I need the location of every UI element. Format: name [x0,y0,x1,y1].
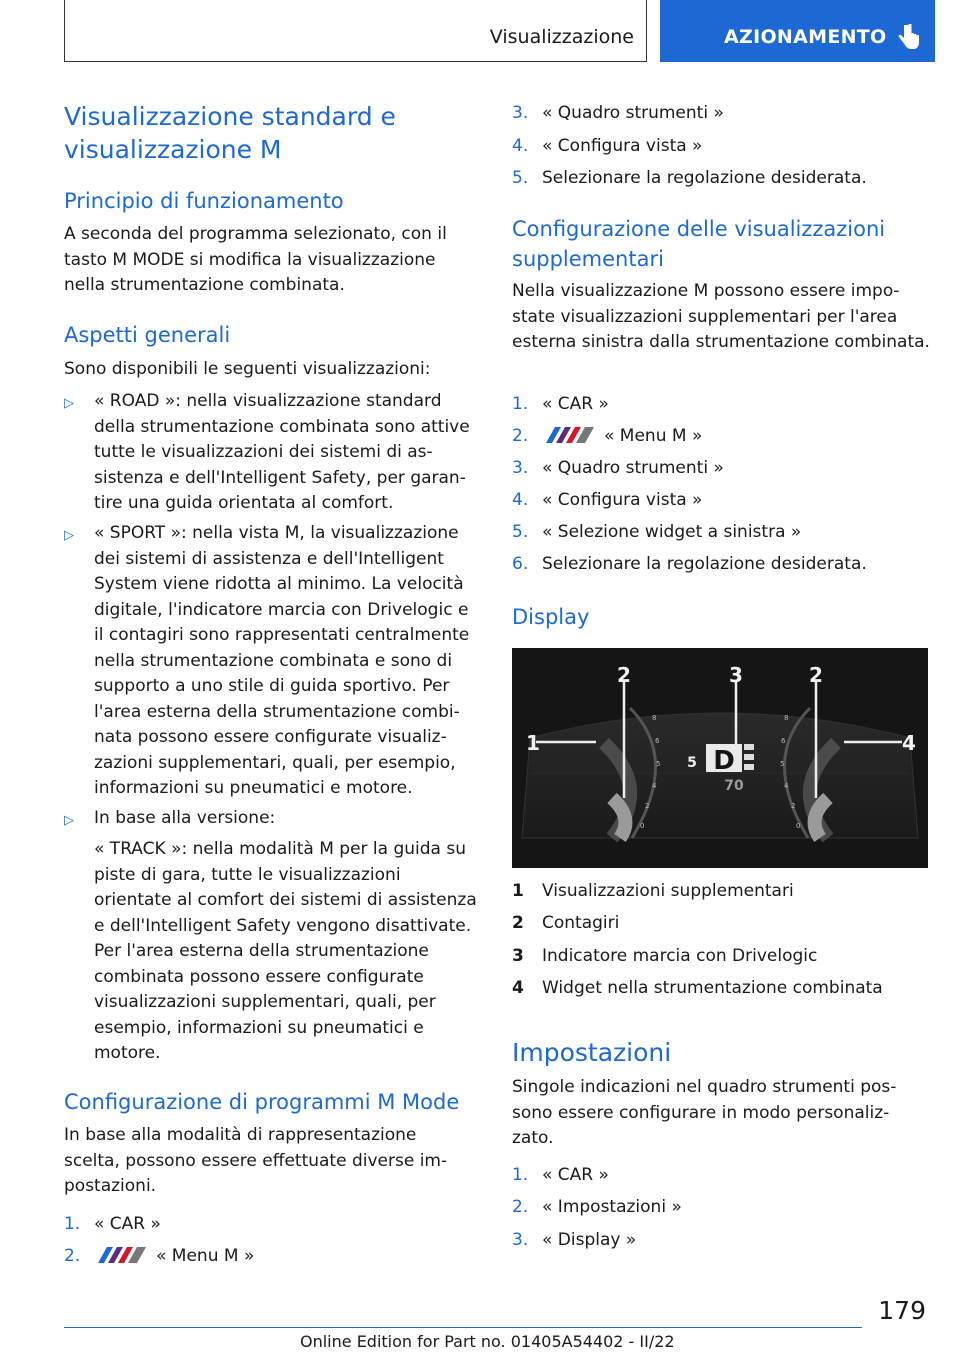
svg-text:5: 5 [656,760,661,768]
step-text: Selezionare la regolazione desiderata. [542,168,867,188]
bullet-triangle-icon: ▷ [64,813,74,828]
config-text: In base alla modalità di rappresentazione scelta, possono essere effettuate diverse impostazioni. [64,1125,448,1196]
legend-key: 1 [512,881,524,901]
heading-aspetti: Aspetti generali [64,323,231,347]
legend-text: Visualizzazioni supplementari [542,881,794,901]
step-text: « Impostazioni » [542,1197,682,1217]
principio-text: A seconda del programma selezionato, con il tasto M MODE si modifica la visualizzazione nella strumentazione combinata. [64,224,447,295]
legend-item [512,879,794,905]
step-item [64,1244,254,1270]
list-item [64,389,478,517]
m-logo-icon [542,426,594,444]
step-text: « Configura vista » [542,490,703,510]
svg-text:0: 0 [796,822,801,830]
svg-text:8: 8 [784,714,789,722]
edition-text: Online Edition for Part no. 01405A54402 - II/22 [300,1332,675,1351]
legend-item [512,911,619,937]
legend-key: 4 [512,978,524,998]
step-number: 6. [512,554,529,574]
chapter-tab [660,0,935,62]
step-item [512,552,867,578]
heading-impostazioni: Impostazioni [512,1038,672,1067]
m-logo-icon [94,1246,146,1264]
callout-2: 2 [617,663,631,687]
step-text: « Quadro strumenti » [542,103,724,123]
heading-principio: Principio di funzionamento [64,189,344,213]
svg-text:2: 2 [791,802,796,810]
step-item [512,520,801,546]
legend-text: Indicatore marcia con Drivelogic [542,946,818,966]
callout-1: 1 [526,731,540,755]
aspetti-intro: Sono disponibili le seguenti visualizzazioni: [64,359,431,379]
callout-2b: 2 [809,663,823,687]
step-text: « Menu M » [156,1246,255,1266]
legend-item [512,944,817,970]
svg-text:0: 0 [640,822,645,830]
cluster-illustration [512,648,928,868]
legend-text: Contagiri [542,913,620,933]
speed-readout: 70 [724,778,744,794]
step-number: 1. [512,1165,529,1185]
legend-item [512,976,883,1002]
step-number: 2. [512,426,529,446]
step-item [512,1163,609,1189]
step-number: 5. [512,522,529,542]
step-item [64,1212,161,1238]
supplementari-text: Nella visualizzazione M possono essere impostate visualizzazioni supplementari per l'area esterna sinistra dalla strumentazione combinata. [512,281,930,352]
callout-3: 3 [729,663,743,687]
step-number: 1. [64,1214,81,1234]
step-item [512,1195,682,1221]
step-item [512,166,867,192]
step-item [512,392,609,418]
step-text: « CAR » [94,1214,161,1234]
svg-text:4: 4 [784,782,789,790]
step-text: « Menu M » [604,426,703,446]
step-item [512,1228,636,1254]
legend-key: 2 [512,913,524,933]
list-item [64,806,478,834]
heading-display: Display [512,605,590,629]
gear-letter: D [713,746,735,776]
svg-text:6: 6 [655,737,660,745]
step-number: 3. [512,103,529,123]
step-number: 3. [512,458,529,478]
step-number: 4. [512,490,529,510]
list-item-text: « ROAD »: nella visualizzazione standard della strumentazione combinata sono attive tutte le visualizzazioni dei sistemi di assistenza e dell'Intelligent Safety, per garantire una guida orientata al comfort. [94,391,470,513]
bullet-triangle-icon: ▷ [64,396,74,411]
svg-text:8: 8 [652,714,657,722]
heading-supplementari: Configurazione delle visualizzazioni supplementari [512,217,886,271]
step-item [512,488,702,514]
step-item [512,134,702,160]
step-item [512,101,724,127]
step-item [512,424,702,450]
heading-config: Configurazione di programmi M Mode [64,1090,460,1114]
step-text: « CAR » [542,394,609,414]
running-header-section [64,0,647,62]
track-text: « TRACK »: nella modalità M per la guida su piste di gara, tutte le visualizzazioni orientate al comfort dei sistemi di assistenza e dell'Intelligent Safety vengono disattivate. Per l'area esterna della strumentazione combinata possono essere configurate visualizzazioni supplementari, quali, per esempio, informazioni su pneumatici e motore. [94,839,477,1063]
step-number: 3. [512,1230,529,1250]
chapter-title: AZIONAMENTO [724,26,887,48]
gear-number: 5 [687,755,697,771]
step-text: « Quadro strumenti » [542,458,724,478]
section-title: Visualizzazione [489,26,634,48]
svg-text:2: 2 [645,802,650,810]
step-text: Selezionare la regolazione desiderata. [542,554,867,574]
instrument-cluster-figure [512,648,928,868]
callout-4: 4 [902,731,916,755]
step-number: 4. [512,136,529,156]
page-number: 179 [878,1296,926,1325]
list-item [64,521,478,802]
step-number: 5. [512,168,529,188]
bullet-triangle-icon: ▷ [64,528,74,543]
step-number: 2. [512,1197,529,1217]
list-item-text: « SPORT »: nella vista M, la visualizzazione dei sistemi di assistenza e dell'Intelligent System viene ridotta al minimo. La velocità digitale, l'indicatore marcia con Drivelogic e il contagiri sono rappresentati centralmente nella strumentazione combinata e sono di supporto a uno stile di guida sportivo. Per l'area esterna della strumentazione combinata possono essere configurate visualizzazioni supplementari, quali, per esempio, informazioni su pneumatici e motore. [94,523,470,798]
legend-text: Widget nella strumentazione combinata [542,978,883,998]
svg-text:5: 5 [780,760,785,768]
step-text: « Selezione widget a sinistra » [542,522,802,542]
impostazioni-text: Singole indicazioni nel quadro strumenti possono essere configurare in modo personalizzato. [512,1077,897,1148]
step-text: « CAR » [542,1165,609,1185]
footer-divider [64,1327,862,1328]
svg-text:6: 6 [781,737,786,745]
step-text: « Configura vista » [542,136,703,156]
hand-pointer-icon [898,24,920,50]
list-item-text: In base alla versione: [94,808,276,828]
svg-text:4: 4 [652,782,657,790]
legend-key: 3 [512,946,524,966]
step-number: 1. [512,394,529,414]
step-item [512,456,724,482]
step-text: « Display » [542,1230,637,1250]
page-title: Visualizzazione standard e visualizzazione M [64,102,396,164]
step-number: 2. [64,1246,81,1266]
